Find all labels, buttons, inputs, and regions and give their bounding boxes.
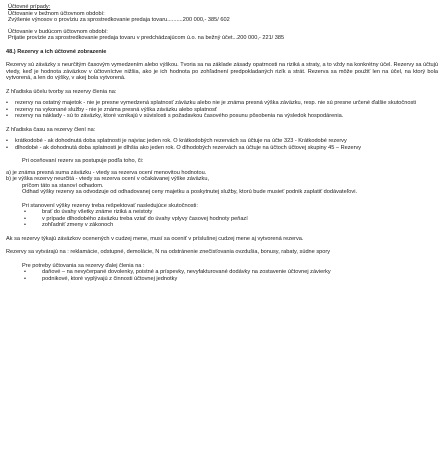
heading-48: 48.) Rezervy a ich účtovné zobrazenie <box>6 48 107 55</box>
foreign-currency-paragraph: Ak sa rezervy týkajú záväzkov ocenených v cudzej mene, musí sa oceniť v príslušnej cudzej mene aj vytvorená rezerva. <box>6 235 304 242</box>
accounting-item: • podnikové, ktoré vyplývajú z činnosti účtovnej jednotky <box>24 275 178 282</box>
purpose-title: Z hľadiska účelu tvorby sa rezervy členia na: <box>6 88 117 95</box>
accounting-title: Pre potreby účtovania sa rezervy ďalej členia na : <box>22 262 145 269</box>
entry-line-2: Prijatie provízie za sprostredkovanie predaja tovaru v predchádzajúcom ú.o. na bežný účet...200 000,- 221/ 385 <box>8 35 285 41</box>
accounting-item: • daňové – na nevyčerpané dovolenky, poistné a príspevky, nevyfakturované dodávky na zostavenie účtovnej závierky <box>24 269 331 275</box>
section-title: Účtovné prípady: <box>8 4 51 10</box>
purpose-item: • rezervy na náklady - sú to záväzky, ktoré vznikajú v súvislosti s požadavkou časového posunu pôsobenia na výsledok hospodárenia. <box>6 113 344 119</box>
valuation-title: Pri oceňovaní rezerv sa postupuje podľa toho, či: <box>22 158 144 164</box>
purpose-item: • rezervy na vykonané služby - nie je známa presná výška záväzku alebo splatnosť <box>6 106 218 113</box>
time-title: Z hľadiska času sa rezervy člení na: <box>6 126 96 133</box>
time-item: • krátkodobé - ak dohodnutá doba splatnosti je najviac jeden rok. O krátkodobých rezervách sa účtuje na účte 323 - Krátkodobé rezervy <box>6 138 347 144</box>
amount-item: • v prípade dlhodobého záväzku treba vziať do úvahy vplyvy časovej hodnoty peňazí <box>24 215 248 222</box>
reserves-created-paragraph: Rezervy sa vytvárajú na : reklamácie, odstupné, demolácie, N na odstránenie znečisťovania ovzdušia, bonusy, rabaty, súdne spory <box>6 249 331 255</box>
valuation-b-note: Odhad výšky rezervy sa odvodzuje od odhadovanej ceny majetku a poskytnutej služby, ktorú bude musieť podnik zaplatiť dodávateľovi. <box>22 189 358 195</box>
entry-line-1: Zvýšenie výnosov o províziu za sprostredkovanie predaja tovaru..........200 000,- 385/ 602 <box>8 17 230 23</box>
amount-item: • zohľadniť zmeny v zákonoch <box>24 222 114 228</box>
intro-paragraph: Rezervy sú záväzky s neurčitým časovým vymedzením alebo výškou. Tvoria sa na základe zásady opatrnosti na riziká a straty, a to vždy na konkrétny účel. Rezervy sa účtujú vtedy, keď je hodnota záväzkov v účtovníctve nižšia, ako je ich hodnota po zohľadnení predpokladaných rizík a strát. Rezerva sa môže použiť len na účel, na ktorý bola vytvorená, a len do výšky, v akej bola vytvorená. <box>6 62 438 81</box>
amount-item: • brať do úvahy všetky známe riziká a neistoty <box>24 209 153 215</box>
time-item: • dlhodobé - ak dohodnutá doba splatnosti je dlhšia ako jeden rok. O dlhodobých rezervách sa účtuje na účtoch účtovej skupiny 45 – Rezervy <box>6 144 362 151</box>
valuation-a: a) je známa presná suma záväzku - vtedy sa rezerva ocení menovitou hodnotou. <box>6 169 207 176</box>
subheading-current-period: Účtovanie v bežnom účtovnom období: <box>8 10 105 17</box>
purpose-item: • rezervy na ostatný majetok - nie je presne vymedzená splatnosť záväzku alebo nie je známa presná výška záväzku, resp. nie sú presne určené ďalšie skutočnosti <box>6 100 417 106</box>
amount-title: Pri stanovení výšky rezervy treba rešpektovať nasledujúce skutočnosti: <box>22 202 198 209</box>
valuation-b-cont: príčom táto sa stanoví odhadom. <box>22 182 104 189</box>
valuation-b: b) je výška rezervy neurčitá - vtedy sa rezerva ocení v očakávanej výške záväzku, <box>6 176 210 182</box>
subheading-future-period: Účtovanie v budúcom účtovnom období: <box>8 28 108 35</box>
